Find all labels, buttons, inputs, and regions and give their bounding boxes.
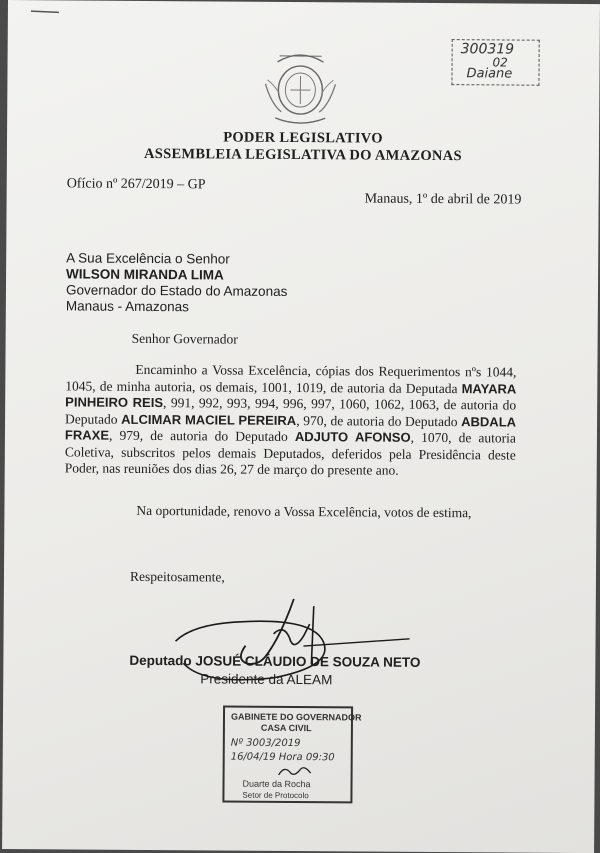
stamp-number: 300319	[460, 41, 515, 58]
regards-line: Respeitosamente,	[129, 568, 225, 585]
body-text-4: , 979, de autoria do Deputado	[108, 427, 295, 445]
stamp-sector: Setor de Protocolo	[242, 790, 309, 801]
stamp-office: GABINETE DO GOVERNADOR	[230, 711, 362, 723]
stamp-initials	[275, 763, 315, 779]
closing-line: Na oportunidade, renovo a Vossa Excelência, votos de estima,	[136, 502, 472, 521]
stamp-sheet: 02	[492, 55, 508, 70]
body-paragraph	[65, 361, 517, 480]
protocol-stamp	[222, 706, 362, 804]
header-line-2: ASSEMBLEIA LEGISLATIVA DO AMAZONAS	[143, 145, 462, 165]
recipient-line: A Sua Excelência o Senhor	[66, 250, 230, 267]
recipient-location: Manaus - Amazonas	[65, 298, 189, 315]
stamp-officer: Duarte da Rocha	[242, 778, 311, 790]
body-text-1: Encaminho a Vossa Excelência, cópias dos Requerimentos nºs 1044, 1045, de minha autoria, os demais, 1001, 1019, de autoria da Deputada	[65, 361, 517, 396]
deputy-name-2: ALCIMAR MACIEL PEREIRA	[121, 411, 297, 428]
oficio-number: Ofício nº 267/2019 – GP	[66, 176, 206, 193]
body-text-3: , 970, de autoria do Deputado	[296, 412, 462, 429]
coat-of-arms-emblem	[257, 44, 344, 131]
header-line-1: PODER LEGISLATIVO	[223, 129, 383, 147]
recipient-name: WILSON MIRANDA LIMA	[66, 266, 224, 283]
stamp-date-time: 16/04/19 Hora 09:30	[230, 751, 335, 764]
salutation: Senhor Governador	[131, 330, 238, 347]
stamp-protocol-number: Nº 3003/2019	[230, 737, 301, 750]
signatory-name: Deputado JOSUÉ CLÁUDIO DE SOUZA NETO	[129, 652, 421, 670]
deputy-name-4: ADJUTO AFONSO	[294, 429, 411, 445]
top-right-stamp	[451, 39, 539, 86]
document-page	[2, 0, 600, 853]
pen-mark	[30, 8, 60, 14]
stamp-department: CASA CIVIL	[260, 722, 312, 734]
recipient-role: Governador do Estado do Amazonas	[65, 282, 288, 299]
deputy-name-3: ABDALA FRAXE	[64, 413, 517, 443]
deputy-name-1: MAYARA PINHEIRO REIS	[65, 380, 517, 411]
signatory-title: Presidente da ALEAM	[200, 671, 333, 688]
place-date: Manaus, 1º de abril de 2019	[364, 191, 522, 208]
body-text-2: , 991, 992, 993, 994, 996, 997, 1060, 1062, 1063, de autoria do Deputado	[65, 395, 517, 427]
body-text-5: , 1070, de autoria Coletiva, subscritos pelos demais Deputados, deferidos pela Presidência deste Poder, nas reuniões dos dias 26, 27 de março do presente ano.	[64, 429, 517, 478]
stamp-name: Daiane	[466, 66, 513, 82]
